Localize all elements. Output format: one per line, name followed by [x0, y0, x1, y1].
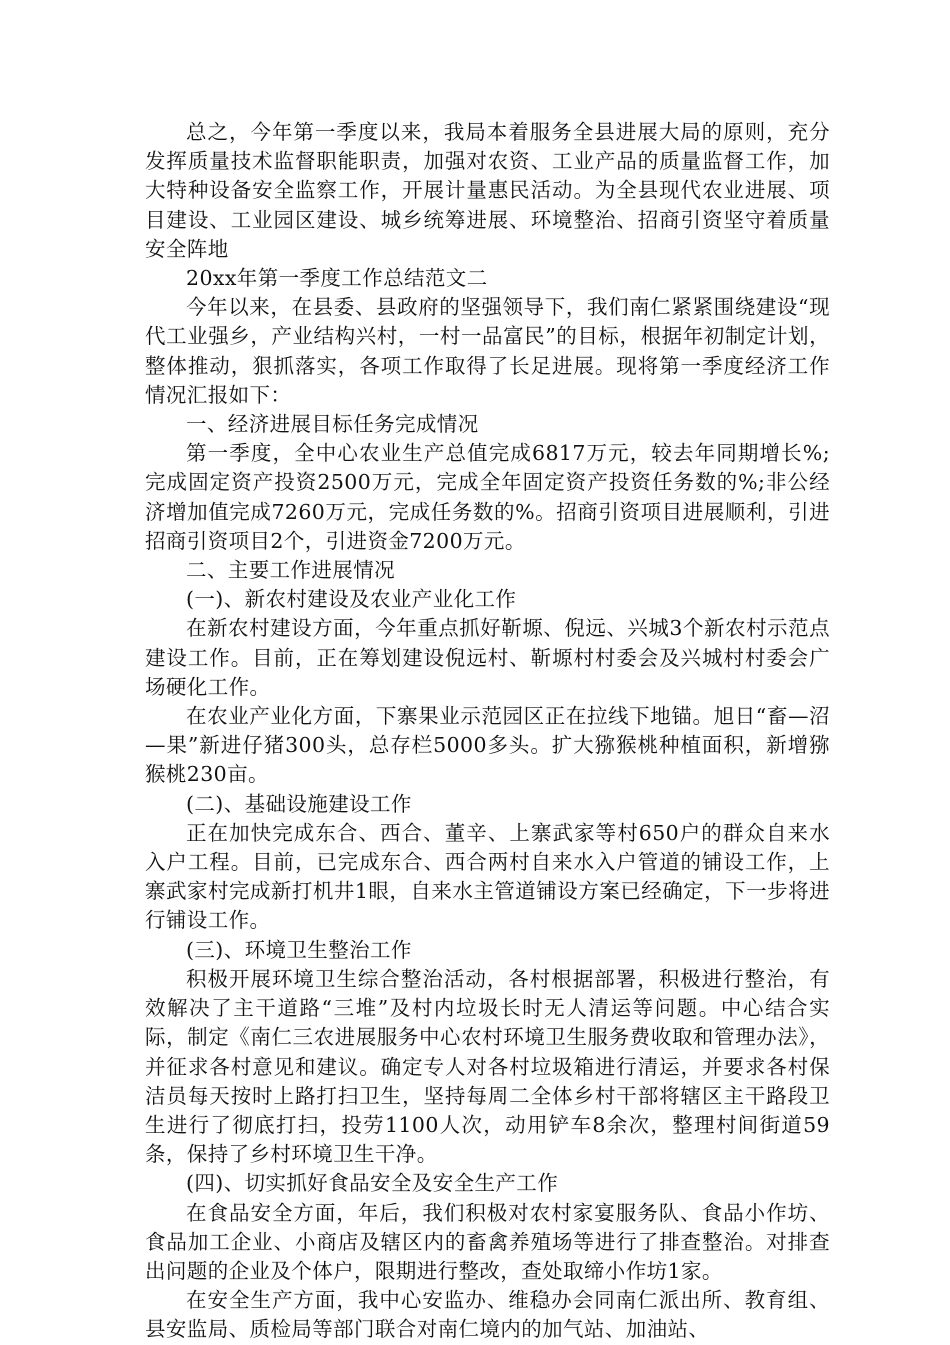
production-safety-paragraph: 在安全生产方面，我中心安监办、维稳办会同南仁派出所、教育组、县安监局、质检局等部门联合对南仁境内的加气站、加油站、	[145, 1288, 830, 1342]
document-title: 20xx年第一季度工作总结范文二	[186, 266, 488, 291]
intro-paragraph: 今年以来，在县委、县政府的坚强领导下，我们南仁紧紧围绕建设“现代工业强乡，产业结构兴村，一村一品富民”的目标，根据年初制定计划，整体推动，狠抓落实，各项工作取得了长足进展。现将第一季度经济工作情况汇报如下：	[145, 295, 830, 407]
subheading-infrastructure: (二)、基础设施建设工作	[186, 791, 412, 816]
environment-paragraph: 积极开展环境卫生综合整治活动，各村根据部署，积极进行整治，有效解决了主干道路“三堆”及村内垃圾长时无人清运等问题。中心结合实际，制定《南仁三农进展服务中心农村环境卫生服务费收取和管理办法》，并征求各村意见和建议。确定专人对各村垃圾箱进行清运，并要求各村保洁员每天按时上路打扫卫生，坚持每周二全体乡村干部将辖区主干路段卫生进行了彻底打扫，投劳1100人次，动用铲车8余次，整理村间街道59条，保持了乡村环境卫生干净。	[145, 966, 830, 1167]
section-heading-economic-targets: 一、经济进展目标任务完成情况	[186, 412, 479, 437]
new-village-paragraph: 在新农村建设方面，今年重点抓好靳塬、倪远、兴城3个新农村示范点建设工作。目前，正在筹划建设倪远村、靳塬村村委会及兴城村村委会广场硬化工作。	[145, 616, 830, 699]
economic-targets-paragraph: 第一季度，全中心农业生产总值完成6817万元，较去年同期增长%;完成固定资产投资2500万元，完成全年固定资产投资任务数的%;非公经济增加值完成7260万元，完成任务数的%。招商引资项目进展顺利，引进招商引资项目2个，引进资金7200万元。	[145, 441, 830, 553]
section-heading-main-work: 二、主要工作进展情况	[186, 558, 395, 583]
agri-industry-paragraph: 在农业产业化方面，下寨果业示范园区正在拉线下地锚。旭日“畜—沼—果”新进仔猪300头，总存栏5000多头。扩大猕猴桃种植面积，新增猕猴桃230亩。	[145, 704, 830, 787]
infrastructure-paragraph: 正在加快完成东合、西合、董辛、上寨武家等村650户的群众自来水入户工程。目前，已完成东合、西合两村自来水入户管道的铺设工作，上寨武家村完成新打机井1眼，自来水主管道铺设方案已经确定，下一步将进行铺设工作。	[145, 820, 830, 933]
subheading-new-village: (一)、新农村建设及农业产业化工作	[186, 587, 517, 612]
subheading-food-safety: (四)、切实抓好食品安全及安全生产工作	[186, 1171, 559, 1196]
summary-paragraph: 总之，今年第一季度以来，我局本着服务全县进展大局的原则，充分发挥质量技术监督职能职责，加强对农资、工业产品的质量监督工作，加大特种设备安全监察工作，开展计量惠民活动。为全县现代农业进展、项目建设、工业园区建设、城乡统筹进展、环境整治、招商引资坚守着质量安全阵地	[145, 120, 830, 261]
food-safety-paragraph: 在食品安全方面，年后，我们积极对农村家宴服务队、食品小作坊、食品加工企业、小商店及辖区内的畜禽养殖场等进行了排查整治。对排查出问题的企业及个体户，限期进行整改，查处取缔小作坊1家。	[145, 1200, 830, 1283]
subheading-environment: (三)、环境卫生整治工作	[186, 937, 412, 962]
document-body	[145, 118, 830, 1345]
